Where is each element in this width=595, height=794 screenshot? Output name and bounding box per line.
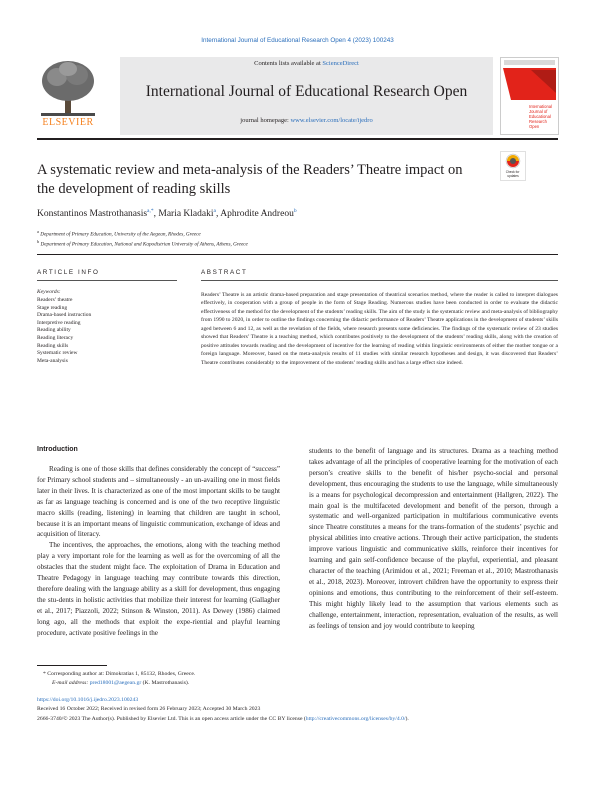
author-sep-2: , [215, 209, 221, 220]
contents-prefix: Contents lists available at [254, 60, 323, 67]
article-info-heading: ARTICLE INFO [37, 269, 100, 276]
affiliation-b [37, 239, 248, 248]
abstract-heading: ABSTRACT [201, 269, 248, 276]
affiliation-mark: b [37, 239, 40, 244]
intro-paragraph-1: Reading is one of those skills that defines considerably the concept of “success” for Primary school students and – simultaneously - an un-availing one in most fields later in their lives. It is characterized as one of the most important skills to be taught as far as language teaching is concerned and is one of the two receptive linguistic macro skills (reading, listening) in learning that children are taught in school, because it is an important means of linguistic communication, exchange of ideas and acquisition of literacy. [37, 465, 280, 539]
author-mark[interactable]: a [213, 208, 216, 214]
cover-title-line-3: Educational [529, 114, 551, 119]
svg-text:Check for updates [506, 170, 521, 178]
license-suffix: ). [405, 716, 409, 722]
introduction-heading: Introduction [37, 446, 78, 453]
keyword-item: Reading skills [37, 342, 69, 349]
check-updates-line-1: Check for [505, 170, 520, 174]
keyword-item: Systematic review [37, 350, 78, 357]
cover-title-line-2: Journal of [529, 109, 548, 114]
doi-link[interactable] [37, 697, 138, 703]
running-head[interactable]: International Journal of Educational Research Open 4 (2023) 100243 [201, 37, 394, 44]
journal-homepage [120, 117, 493, 124]
intro-right-column: students to the benefit of language and its structures. Drama as a teaching method takes advantage of all the principles of cooperative learning for the motivation of each person’s creative skills to the benefit of his/her psycho-social and personal development, thus encouraging the students to use the language, while simultaneously is a means for psychological decompression and entertainment (Hallgren, 2022). The main goal is the multifaceted development and benefit of the person, through a systematic and well-organized participation in multifarious communicative events since Theatre constitutes a means for the trans-formation of the students’ psychic and physical abilities into creative actions. Through their active participation, the students improve various linguistic and communicative skills, reinforce their incentives for learning and gain self-confidence because of the playful, experiential, and pleasant character of the teaching (Arimidou et al., 2021; Freeman et al., 2010; Mastrothanasis et al., 2018, 2023). Moreover, introvert children have the opportunity to express their opinions and emotions, thus contributing to the reinforcement of their self-esteem. This might highly likely lead to the assumption that various elements such as challenge, entertainment, interaction, representation, evaluation of the results, as well as feelings of tension and joy would contribute to keeping [309, 447, 558, 630]
elsevier-tree-logo [37, 57, 99, 121]
header-rule [37, 254, 558, 255]
author-list [37, 208, 487, 219]
article-title: A systematic review and meta-analysis of the Readers’ Theatre impact on the development of reading skills [37, 162, 463, 197]
cover-title-line-1: International [529, 104, 553, 109]
keyword-item: Drama-based instruction [37, 312, 92, 319]
homepage-link[interactable]: www.elsevier.com/locate/ijedro [290, 117, 373, 124]
license-link[interactable]: http://creativecommons.org/licenses/by/4.0/ [305, 716, 406, 722]
author-mark[interactable]: a,* [147, 208, 154, 214]
check-for-updates-badge[interactable] [500, 151, 526, 181]
affiliation-a [37, 229, 201, 238]
affiliation-text: Department of Primary Education, National and Kapodistrian University of Athens, Athens, Greece [40, 241, 248, 248]
keyword-item: Reading literacy [37, 334, 74, 341]
journal-title: International Journal of Educational Research Open [145, 83, 468, 100]
keyword-item: Meta-analysis [37, 357, 68, 364]
intro-paragraph-2: The incentives, the approaches, the emotions, along with the teaching method play a very important role for the learning as well as for the overcoming of all the obstacles that the student might face. The exploitation of Drama in Education and Theatre Pedagogy in language teaching may contribute towards this direction, therefore dealing with the language ability as a skill for development, thus engaging the stu-dents in holistic activities that mobilize their interest for learning (Gallagher et al., 2017; Piazzoli, 2022; Stinson & Winston, 2011). As Dewey (1986) claimed long ago, all the methods that exploit the expe-riential and playful learning procedure, activate positive feelings in the [37, 541, 280, 637]
author-name[interactable]: Aphrodite Andreou [220, 209, 294, 220]
email-label: E-mail address: [52, 680, 90, 686]
corresponding-author-note: * Corresponding author at: Dimokratias 1, 85132, Rhodes, Greece. [43, 671, 196, 677]
cover-title-line-5: Open [529, 124, 540, 129]
keyword-item: Readers’ theatre [37, 297, 73, 303]
intro-left-column [37, 464, 280, 639]
elsevier-wordmark: ELSEVIER [42, 117, 94, 128]
keyword-list [37, 297, 91, 365]
affiliation-mark: a [37, 229, 39, 234]
author-name[interactable]: Maria Kladaki [158, 209, 214, 220]
sciencedirect-link[interactable]: ScienceDirect [322, 60, 359, 67]
check-updates-line-2: updates [507, 174, 519, 178]
author-mark[interactable]: b [293, 208, 297, 214]
masthead-rule [37, 138, 558, 140]
keyword-item: Stage reading [37, 304, 68, 311]
keyword-item: Reading ability [37, 327, 71, 334]
journal-cover[interactable] [500, 57, 559, 135]
affiliation-text: Department of Primary Education, University of the Aegean, Rhodes, Greece [40, 231, 201, 238]
abstract-rule [201, 280, 558, 281]
email-note [52, 680, 189, 686]
author-name[interactable]: Konstantinos Mastrothanasis [37, 209, 148, 220]
keywords-label: Keywords: [37, 289, 61, 295]
doi-text[interactable]: https://doi.org/10.1016/j.ijedro.2023.100243 [37, 697, 139, 703]
license-line [37, 716, 409, 722]
author-sep-1: , [153, 209, 159, 220]
license-prefix: 2666-3740/© 2023 The Author(s). Published by Elsevier Ltd. This is an open access article under the CC BY license ( [37, 716, 306, 722]
contents-line [120, 60, 493, 67]
abstract-text: Readers’ Theatre is an artistic drama-based preparation and stage presentation of theatrical scenarios method, where the reader is called to interpret dialogues effectively, in cooperation with a group of people in the form of Stage Reading. Numerous studies have been conducted in order to evaluate the didactic effectiveness of the method for the development of the students’ reading skills. The aim of the study is the systematic review and meta-analysis of bibliography from 1990 to 2020, in order to outline the findings concerning the didactic performance of Readers’ Theatre applications in the development of students’ skills aged between 6 and 12, as well as the revelation of the fields, where research presents some deficiencies. The findings of the systematic review of 23 studies showed that Readers’ Theatre is a teaching method, which contributes positively to the development of the students’ reading skills, along with the creation of positive attitudes towards reading and the development of incentive for the learning of reading within linguistic environments of either the mother tongue or a foreign language. Moreover, based on the meta-analysis results of 11 studies with similar research hypotheses and design, it was discovered that Readers’ Theatre contributes considerably to the improvement of the students’ reading skills and has a large effect size indeed. [201, 292, 558, 366]
cover-title-line-4: Research [529, 119, 547, 124]
email-suffix: (K. Mastrothanasis). [141, 680, 190, 686]
homepage-prefix: journal homepage: [240, 117, 291, 124]
keyword-item: Interpretive reading [37, 319, 81, 326]
received-dates: Received 16 October 2022; Received in revised form 26 February 2023; Accepted 30 March 2023 [37, 706, 261, 712]
email-link[interactable]: pred18001@aegean.gr [89, 680, 142, 686]
footnote-rule [37, 665, 107, 666]
article-info-rule [37, 280, 177, 281]
